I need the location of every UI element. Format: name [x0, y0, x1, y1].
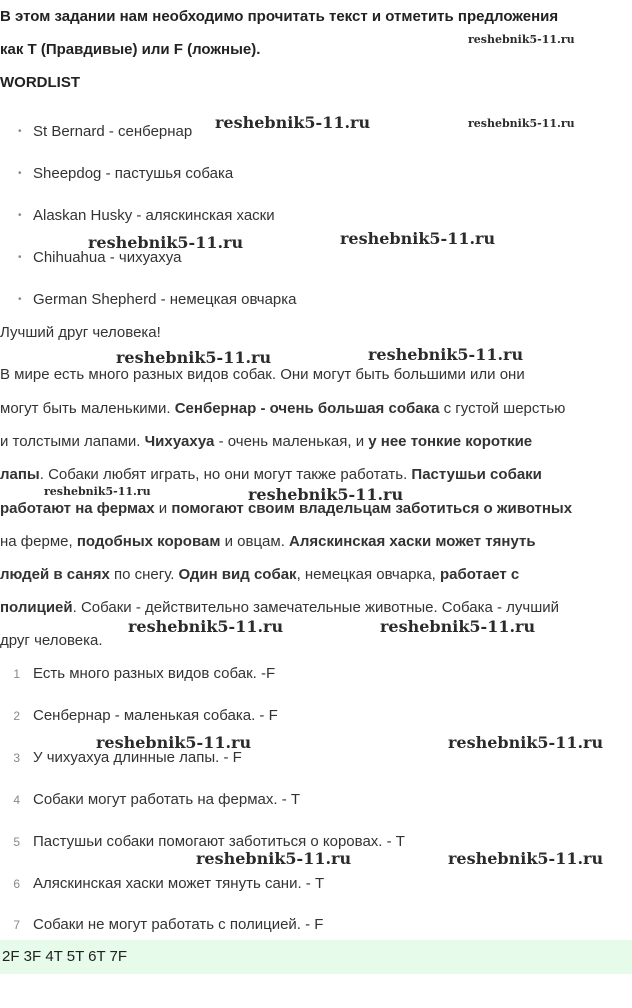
watermark: reshebnik5-11.ru: [128, 617, 284, 636]
text-line: на ферме, подобных коровам и овцам. Аляскинская хаски может тянуть: [0, 533, 536, 550]
question-text: Аляскинская хаски может тянуть сани. - T: [33, 875, 325, 892]
question-number: 1: [13, 667, 20, 681]
question-number: 2: [13, 709, 20, 723]
bullet-icon: •: [18, 210, 22, 221]
wordlist-item: German Shepherd - немецкая овчарка: [33, 291, 297, 308]
watermark: reshebnik5-11.ru: [448, 733, 604, 752]
question-number: 6: [13, 877, 20, 891]
question-number: 4: [13, 793, 20, 807]
wordlist-item: Chihuahua - чихуахуа: [33, 249, 182, 266]
watermark: reshebnik5-11.ru: [468, 33, 575, 46]
question-text: Пастушьи собаки помогают заботиться о коровах. - T: [33, 833, 405, 850]
watermark: reshebnik5-11.ru: [215, 113, 371, 132]
watermark: reshebnik5-11.ru: [116, 348, 272, 367]
text-line: и толстыми лапами. Чихуахуа - очень маленькая, и у нее тонкие короткие: [0, 433, 533, 450]
bullet-icon: •: [18, 294, 22, 305]
intro-line-1: В этом задании нам необходимо прочитать текст и отметить предложения: [0, 8, 559, 25]
question-number: 7: [13, 918, 20, 932]
bullet-icon: •: [18, 126, 22, 137]
watermark: reshebnik5-11.ru: [340, 229, 496, 248]
text-title: Лучший друг человека!: [0, 324, 161, 341]
question-text: Сенбернар - маленькая собака. - F: [33, 707, 278, 724]
question-number: 5: [13, 835, 20, 849]
question-text: Собаки не могут работать с полицией. - F: [33, 916, 324, 933]
question-number: 3: [13, 751, 20, 765]
watermark: reshebnik5-11.ru: [44, 485, 151, 498]
watermark: reshebnik5-11.ru: [448, 849, 604, 868]
text-line: работают на фермах и помогают своим владельцам заботиться о животных: [0, 500, 573, 517]
answer-text: 2F 3F 4T 5T 6T 7F: [2, 948, 128, 965]
watermark: reshebnik5-11.ru: [196, 849, 352, 868]
question-text: Собаки могут работать на фермах. - T: [33, 791, 301, 808]
intro-line-2: как T (Правдивые) или F (ложные).: [0, 41, 261, 58]
question-text: У чихуахуа длинные лапы. - F: [33, 749, 242, 766]
watermark: reshebnik5-11.ru: [88, 233, 244, 252]
text-line: полицией. Собаки - действительно замечательные животные. Собака - лучший: [0, 599, 559, 616]
answer-bar: [0, 940, 632, 974]
question-text: Есть много разных видов собак. -F: [33, 665, 276, 682]
text-line: В мире есть много разных видов собак. Они могут быть большими или они: [0, 366, 525, 383]
wordlist-item: Sheepdog - пастушья собака: [33, 165, 234, 182]
watermark: reshebnik5-11.ru: [368, 345, 524, 364]
watermark: reshebnik5-11.ru: [380, 617, 536, 636]
wordlist-item: St Bernard - сенбернар: [33, 123, 193, 140]
watermark: reshebnik5-11.ru: [468, 117, 575, 130]
watermark: reshebnik5-11.ru: [96, 733, 252, 752]
bullet-icon: •: [18, 252, 22, 263]
text-line: людей в санях по снегу. Один вид собак, немецкая овчарка, работает с: [0, 566, 520, 583]
watermark: reshebnik5-11.ru: [248, 485, 404, 504]
wordlist-item: Alaskan Husky - аляскинская хаски: [33, 207, 275, 224]
text-line: друг человека.: [0, 632, 103, 649]
text-line: лапы. Собаки любят играть, но они могут также работать. Пастушьи собаки: [0, 466, 542, 483]
text-line: могут быть маленькими. Сенбернар - очень большая собака с густой шерстью: [0, 400, 566, 417]
wordlist-title: WORDLIST: [0, 74, 80, 91]
bullet-icon: •: [18, 168, 22, 179]
